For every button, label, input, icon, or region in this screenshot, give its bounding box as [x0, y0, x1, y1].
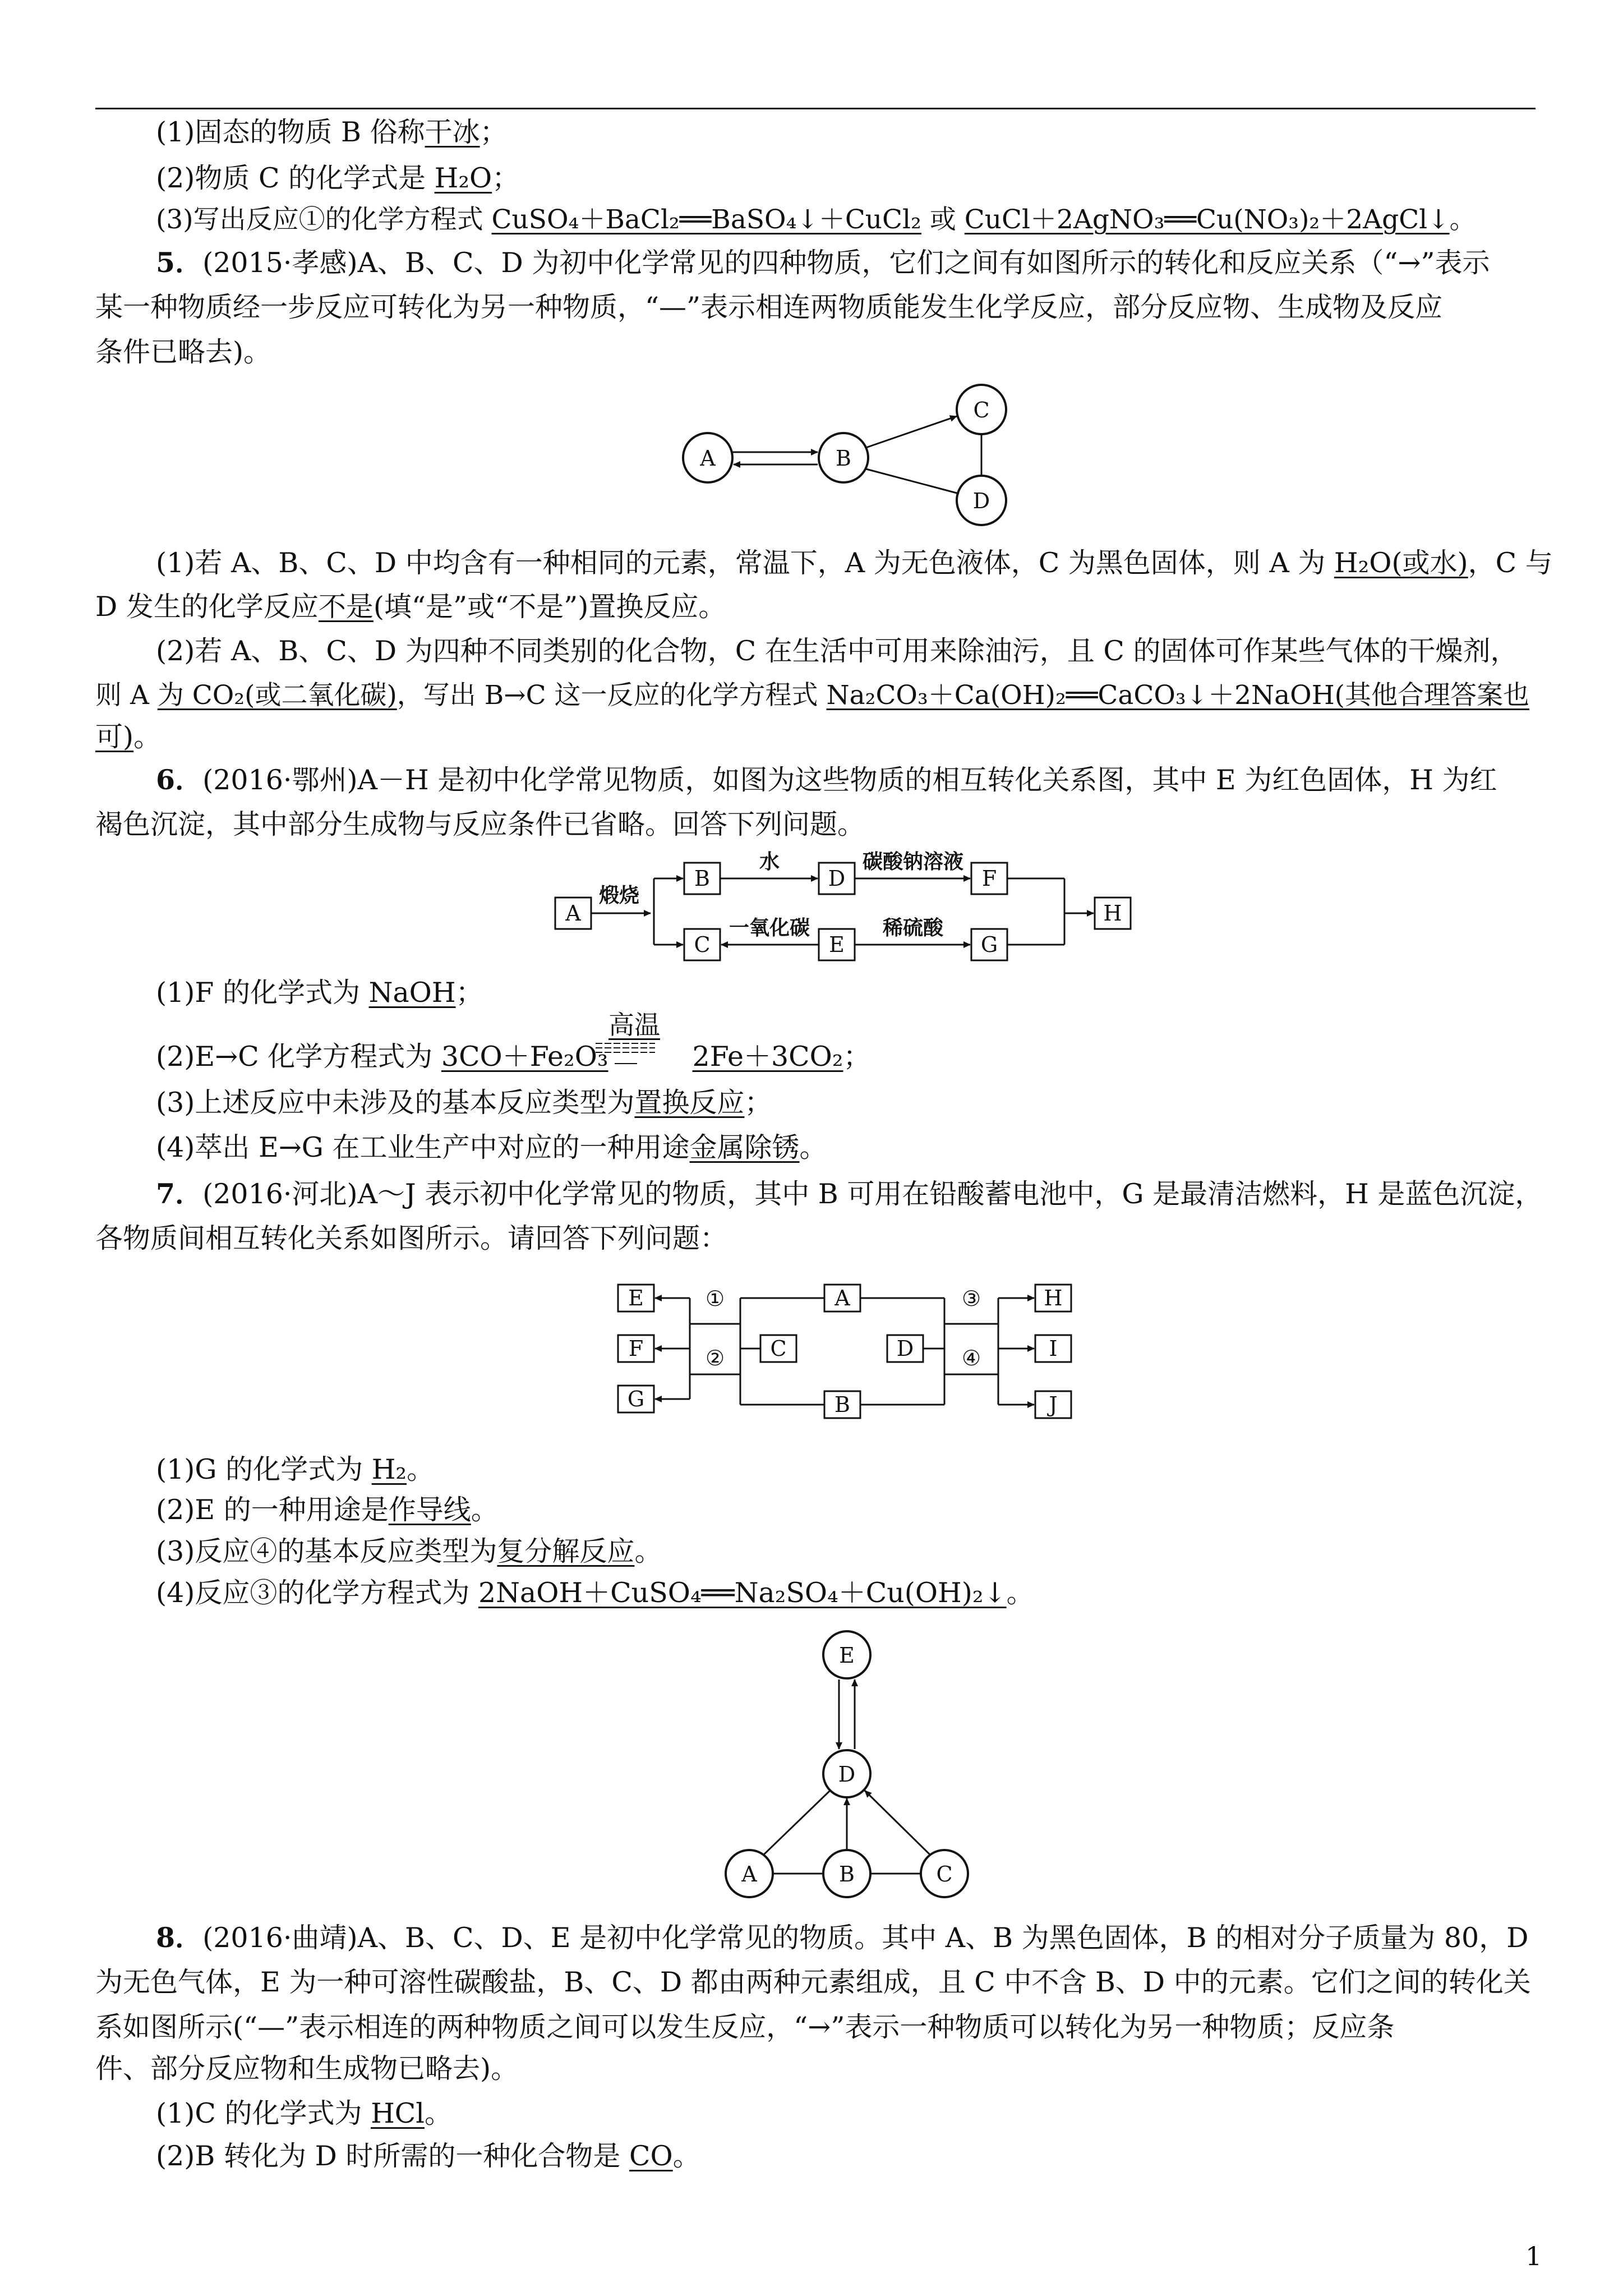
q6-part3: (3)上述反应中未涉及的基本反应类型为置换反应； — [156, 1087, 772, 1119]
q8-diagram — [718, 1627, 987, 1907]
q7-reaction-1: ① — [705, 1286, 725, 1311]
q5-link-b-d — [866, 469, 959, 494]
q6-label-g: G — [980, 932, 998, 957]
q5-part1-line1: (1)若 A、B、C、D 中均含有一种相同的元素，常温下，A 为无色液体，C 为黑色固体，则 A 为 H₂O(或水)，C 与 — [156, 547, 1553, 579]
q7-label-h: H — [1044, 1286, 1063, 1310]
q8-stem-line1: 8．(2016·曲靖)A、B、C、D、E 是初中化学常见的物质。其中 A、B 为黑色固体，B 的相对分子质量为 80，D — [156, 1921, 1529, 1954]
q5-label-d: D — [972, 489, 990, 513]
q5-label-b: B — [836, 446, 851, 471]
q6-stem-line2: 褐色沉淀，其中部分生成物与反应条件已省略。回答下列问题。 — [95, 808, 865, 840]
q8-label-d: D — [838, 1762, 856, 1787]
q8-label-c: C — [936, 1862, 953, 1887]
q8-stem-line4: 件、部分反应物和生成物已略去)。 — [95, 2053, 519, 2085]
q5-arrow-b-c — [866, 416, 957, 448]
q6-diagram — [550, 841, 1144, 970]
q5-part2-line1: (2)若 A、B、C、D 为四种不同类别的化合物，C 在生活中可用来除油污，且 C 的固体可作某些气体的干燥剂， — [156, 635, 1518, 667]
q6-condition-high-temp: 高温 — [608, 1010, 660, 1040]
page-number: 1 — [1525, 2241, 1542, 2271]
q7-label-e: E — [628, 1286, 644, 1310]
q5-stem-line1: 5．(2015·孝感)A、B、C、D 为初中化学常见的四种物质，它们之间有如图所示的转化和反应关系（“→”表示 — [156, 246, 1490, 279]
q6-label-c: C — [694, 932, 711, 957]
q6-cond-water: 水 — [759, 850, 780, 873]
q7-label-f: F — [628, 1336, 644, 1361]
q4-part2: (2)物质 C 的化学式是 H₂O； — [156, 162, 520, 194]
q6-label-f: F — [981, 866, 997, 891]
q7-part2: (2)E 的一种用途是作导线。 — [156, 1494, 499, 1526]
q4-part3: (3)写出反应①的化学方程式 CuSO₄＋BaCl₂══BaSO₄↓＋CuCl₂ 或 CuCl＋2AgNO₃══Cu(NO₃)₂＋2AgCl↓。 — [156, 204, 1476, 235]
q7-part1: (1)G 的化学式为 H₂。 — [156, 1453, 435, 1485]
q7-diagram — [611, 1273, 1088, 1436]
q7-reaction-3: ③ — [961, 1286, 981, 1311]
q6-label-e: E — [829, 932, 845, 957]
q5-stem-line2: 某一种物质经一步反应可转化为另一种物质，“—”表示相连两物质能发生化学反应，部分反应物、生成物及反应 — [95, 291, 1443, 323]
q6-label-h: H — [1103, 901, 1122, 926]
q6-part1: (1)F 的化学式为 NaOH； — [156, 977, 483, 1009]
q6-cond-calcine: 煅烧 — [599, 884, 640, 907]
q5-label-a: A — [700, 446, 716, 471]
q7-part3: (3)反应④的基本反应类型为复分解反应。 — [156, 1535, 662, 1567]
q8-part2: (2)B 转化为 D 时所需的一种化合物是 CO。 — [156, 2140, 700, 2172]
q7-reaction-2: ② — [705, 1346, 725, 1370]
q6-part4: (4)萃出 E→G 在工业生产中对应的一种用途金属除锈。 — [156, 1131, 827, 1163]
q7-reaction-4: ④ — [961, 1346, 981, 1370]
q7-label-d: D — [896, 1336, 914, 1361]
q5-diagram — [673, 376, 1021, 533]
q5-label-c: C — [973, 398, 990, 422]
q5-part2-line3: 可)。 — [95, 721, 162, 753]
header-rule — [95, 108, 1536, 109]
q5-part2-line2: 则 A 为 CO₂(或二氧化碳)，写出 B→C 这一反应的化学方程式 Na₂CO₃＋Ca(OH)₂══CaCO₃↓＋2NaOH(其他合理答案也 — [95, 680, 1530, 711]
q6-label-d: D — [828, 866, 846, 891]
q8-label-e: E — [839, 1643, 855, 1668]
q7-label-g: G — [627, 1387, 645, 1411]
q7-label-a: A — [834, 1286, 850, 1310]
q5-part1-line2: D 发生的化学反应不是(填“是”或“不是”)置换反应。 — [95, 591, 726, 623]
q6-label-b: B — [694, 866, 710, 891]
q4-part1: (1)固态的物质 B 俗称干冰； — [156, 116, 508, 148]
q7-label-j: J — [1049, 1392, 1058, 1417]
q8-part1: (1)C 的化学式为 HCl。 — [156, 2097, 452, 2129]
q7-stem-line1: 7．(2016·河北)A～J 表示初中化学常见的物质，其中 B 可用在铅酸蓄电池中，G 是最清洁燃料，H 是蓝色沉淀， — [156, 1177, 1543, 1210]
q8-label-a: A — [741, 1862, 757, 1887]
q7-part4: (4)反应③的化学方程式为 2NaOH＋CuSO₄══Na₂SO₄＋Cu(OH)₂↓。 — [156, 1577, 1034, 1609]
q7-label-c: C — [770, 1336, 787, 1361]
q6-cond-na2co3: 碳酸钠溶液 — [862, 850, 964, 873]
q6-label-a: A — [565, 901, 581, 926]
q5-stem-line3: 条件已略去)。 — [95, 336, 271, 368]
q7-label-b: B — [834, 1392, 850, 1417]
q7-label-i: I — [1049, 1336, 1058, 1361]
q7-stem-line2: 各物质间相互转化关系如图所示。请回答下列问题： — [95, 1222, 728, 1254]
q6-part2: (2)E→C 化学方程式为 3CO＋Fe₂O₃ 2Fe＋3CO₂； — [156, 1041, 871, 1073]
q6-cond-co: 一氧化碳 — [728, 917, 810, 940]
q8-label-b: B — [839, 1862, 855, 1887]
q8-stem-line2: 为无色气体，E 为一种可溶性碳酸盐，B、C、D 都由两种元素组成，且 C 中不含 B、D 中的元素。它们之间的转化关 — [95, 1966, 1531, 1998]
q6-cond-h2so4: 稀硫酸 — [882, 917, 944, 940]
q6-stem-line1: 6．(2016·鄂州)A－H 是初中化学常见物质，如图为这些物质的相互转化关系图，其中 E 为红色固体，H 为红 — [156, 763, 1497, 796]
q8-stem-line3: 系如图所示(“—”表示相连的两种物质之间可以发生反应，“→”表示一种物质可以转化为另一种物质；反应条 — [95, 2011, 1395, 2043]
